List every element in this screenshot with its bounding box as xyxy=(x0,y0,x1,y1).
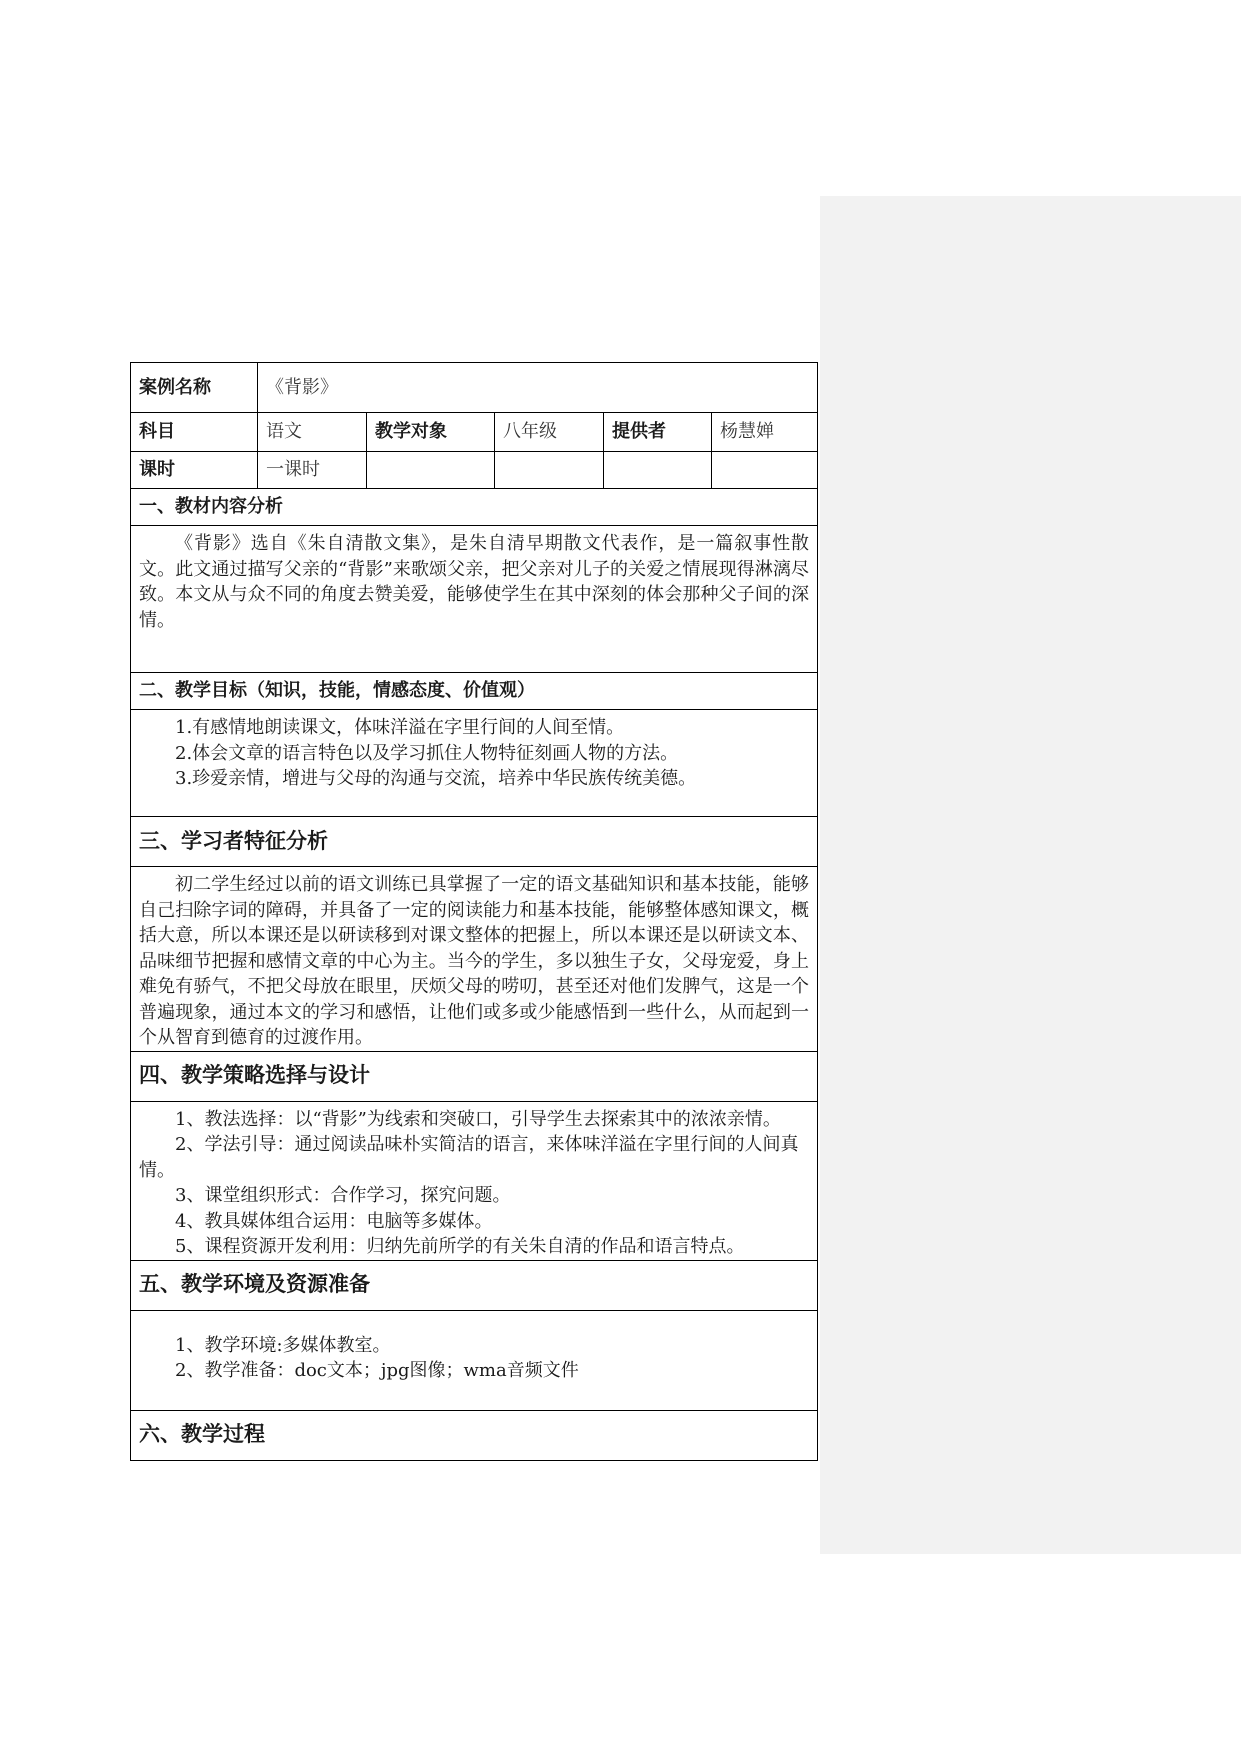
strategy-item: 4、教具媒体组合运用：电脑等多媒体。 xyxy=(175,1210,493,1232)
row-period xyxy=(131,452,818,489)
section-title-content-analysis: 一、教材内容分析 xyxy=(131,489,818,526)
goal-item: 1.有感情地朗读课文，体味洋溢在字里行间的人间至情。 xyxy=(175,717,625,738)
subject-label: 科目 xyxy=(131,413,258,452)
section-title-teaching-goals: 二、教学目标（知识，技能，情感态度、价值观） xyxy=(131,673,818,710)
section-header xyxy=(131,673,818,710)
section-header xyxy=(131,1260,818,1310)
section-title-learner-analysis: 三、学习者特征分析 xyxy=(131,817,818,867)
content-analysis-text: 《背影》选自《朱自清散文集》，是朱自清早期散文代表作，是一篇叙事性散文。此文通过描写父亲的“背影”来歌颂父亲，把父亲对儿子的关爱之情展现得淋漓尽致。本文从与众不同的角度去赞美爱，能够使学生在其中深刻的体会那种父子间的深情。 xyxy=(139,533,810,631)
section-body-content-analysis xyxy=(131,526,818,673)
audience-value: 八年级 xyxy=(495,413,604,452)
empty-cell xyxy=(712,452,818,489)
case-name-label: 案例名称 xyxy=(131,363,258,413)
section-body xyxy=(131,867,818,1052)
section-title-environment: 五、教学环境及资源准备 xyxy=(131,1260,818,1310)
subject-value: 语文 xyxy=(258,413,367,452)
audience-label: 教学对象 xyxy=(367,413,495,452)
row-case-name xyxy=(131,363,818,413)
strategy-item: 1、教法选择：以“背影”为线索和突破口，引导学生去探索其中的浓浓亲情。 xyxy=(175,1108,781,1130)
section-header xyxy=(131,1051,818,1101)
section-body xyxy=(131,526,818,673)
row-subject xyxy=(131,413,818,452)
section-body-environment xyxy=(131,1310,818,1410)
goal-item: 3.珍爱亲情，增进与父母的沟通与交流，培养中华民族传统美德。 xyxy=(175,768,697,789)
section-header xyxy=(131,817,818,867)
goal-item: 2.体会文章的语言特色以及学习抓住人物特征刻画人物的方法。 xyxy=(175,742,679,764)
empty-cell xyxy=(495,452,604,489)
section-body-learner-analysis xyxy=(131,867,818,1052)
section-body xyxy=(131,1310,818,1410)
provider-label: 提供者 xyxy=(604,413,712,452)
section-title-strategy: 四、教学策略选择与设计 xyxy=(131,1051,818,1101)
period-value: 一课时 xyxy=(258,452,367,489)
case-name-value: 《背影》 xyxy=(258,363,818,413)
empty-cell xyxy=(367,452,495,489)
environment-item: 1、教学环境:多媒体教室。 xyxy=(175,1334,391,1356)
section-body-teaching-goals xyxy=(131,710,818,817)
strategy-item: 3、课堂组织形式：合作学习，探究问题。 xyxy=(175,1185,511,1206)
strategy-item: 2、学法引导：通过阅读品味朴实简洁的语言，来体味洋溢在字里行间的人间真情。 xyxy=(139,1134,799,1181)
environment-item: 2、教学准备：doc文本；jpg图像；wma音频文件 xyxy=(175,1360,579,1381)
section-header xyxy=(131,489,818,526)
empty-cell xyxy=(604,452,712,489)
comment-pane xyxy=(820,196,1241,1554)
provider-value: 杨慧婵 xyxy=(712,413,818,452)
learner-analysis-text: 初二学生经过以前的语文训练已具掌握了一定的语文基础知识和基本技能，能够自己扫除字词的障碍，并具备了一定的阅读能力和基本技能，能够整体感知课文，概括大意，所以本课还是以研读移到对课文整体的把握上，所以本课还是以研读文本、品味细节把握和感情文章的中心为主。当今的学生，多以独生子女，父母宠爱，身上难免有骄气，不把父母放在眼里，厌烦父母的唠叨，甚至还对他们发脾气，这是一个普遍现象，通过本文的学习和感悟，让他们或多或少能感悟到一些什么，从而起到一个从智育到德育的过渡作用。 xyxy=(139,874,810,1048)
period-label: 课时 xyxy=(131,452,258,489)
section-body xyxy=(131,710,818,817)
lesson-plan-table xyxy=(130,362,818,1461)
section-body xyxy=(131,1101,818,1260)
section-title-process: 六、教学过程 xyxy=(131,1410,818,1460)
section-header xyxy=(131,1410,818,1460)
strategy-item: 5、课程资源开发利用：归纳先前所学的有关朱自清的作品和语言特点。 xyxy=(175,1236,745,1257)
section-body-strategy xyxy=(131,1101,818,1260)
